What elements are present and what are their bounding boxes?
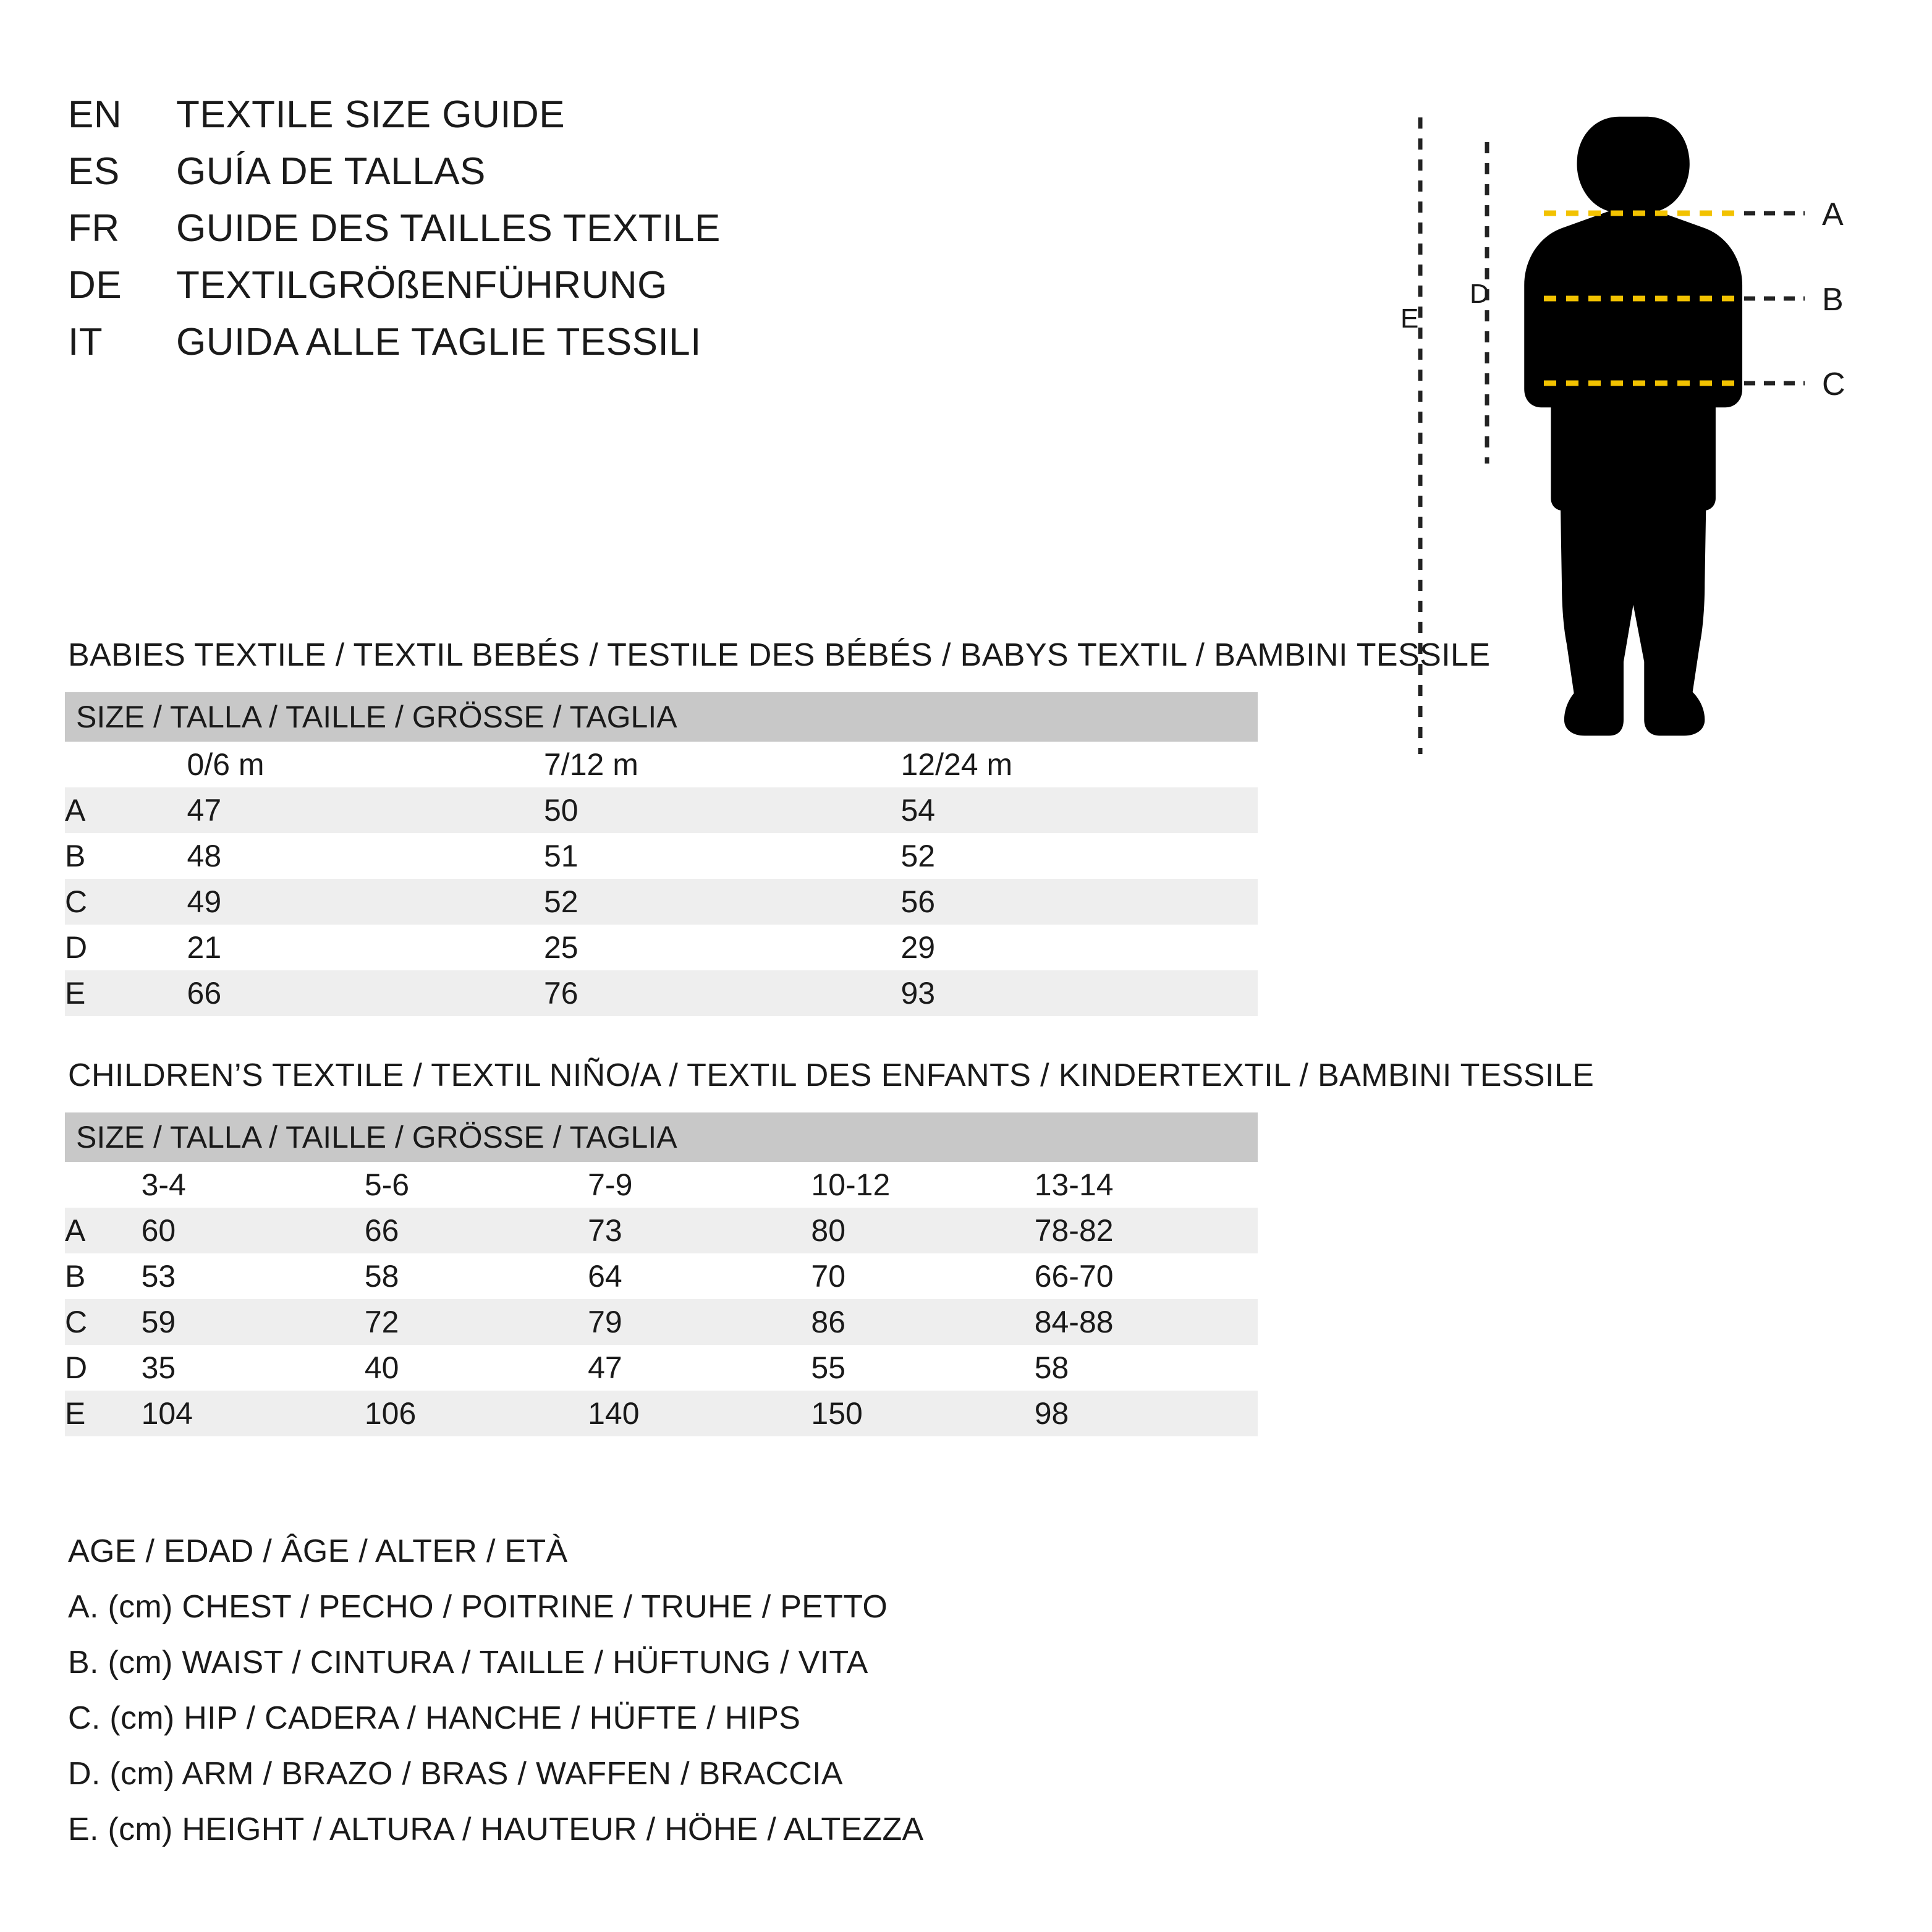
babies-c-2: 56 xyxy=(900,879,1258,925)
table-row xyxy=(65,833,1258,879)
babies-corner-cell xyxy=(65,742,187,787)
legend-hip: C. (cm) HIP / CADERA / HANCHE / HÜFTE / HIPS xyxy=(68,1700,801,1736)
babies-d-1: 25 xyxy=(544,925,900,970)
children-c-3: 86 xyxy=(811,1299,1034,1345)
babies-row-label-a: A xyxy=(65,787,187,833)
children-b-4: 66-70 xyxy=(1035,1253,1258,1299)
children-e-1: 106 xyxy=(365,1391,588,1436)
language-text-it: GUIDA ALLE TAGLIE TESSILI xyxy=(176,321,701,363)
babies-column-header-row xyxy=(65,742,1258,787)
language-code-it: IT xyxy=(68,321,103,363)
babies-section-title: BABIES TEXTILE / TEXTIL BEBÉS / TESTILE DES BÉBÉS / BABYS TEXTIL / BAMBINI TESSILE xyxy=(68,637,1491,673)
children-col-header-3: 10-12 xyxy=(811,1162,1034,1208)
babies-row-label-c: C xyxy=(65,879,187,925)
children-column-header-row xyxy=(65,1162,1258,1208)
babies-e-0: 66 xyxy=(187,970,544,1016)
callout-label-d: D xyxy=(1470,279,1489,309)
babies-a-0: 47 xyxy=(187,787,544,833)
babies-row-label-d: D xyxy=(65,925,187,970)
callout-label-c: C xyxy=(1822,366,1845,402)
babies-row-label-b: B xyxy=(65,833,187,879)
language-text-en: TEXTILE SIZE GUIDE xyxy=(176,93,566,136)
table-row xyxy=(65,970,1258,1016)
children-section-title: CHILDREN’S TEXTILE / TEXTIL NIÑO/A / TEXTIL DES ENFANTS / KINDERTEXTIL / BAMBINI TESSILE xyxy=(68,1057,1595,1093)
children-c-1: 72 xyxy=(365,1299,588,1345)
language-code-es: ES xyxy=(68,150,120,193)
table-row xyxy=(65,1208,1258,1253)
babies-row-label-e: E xyxy=(65,970,187,1016)
children-c-0: 59 xyxy=(142,1299,365,1345)
children-header-bar-label: SIZE / TALLA / TAILLE / GRÖSSE / TAGLIA xyxy=(65,1112,1258,1162)
babies-header-bar-label: SIZE / TALLA / TAILLE / GRÖSSE / TAGLIA xyxy=(65,692,1258,742)
language-title-block xyxy=(68,93,1242,377)
language-text-fr: GUIDE DES TAILLES TEXTILE xyxy=(176,207,721,250)
children-e-2: 140 xyxy=(588,1391,811,1436)
children-col-header-1: 5-6 xyxy=(365,1162,588,1208)
children-c-2: 79 xyxy=(588,1299,811,1345)
babies-col-header-1: 7/12 m xyxy=(544,742,900,787)
babies-b-1: 51 xyxy=(544,833,900,879)
callout-label-a: A xyxy=(1822,197,1844,232)
children-row-label-c: C xyxy=(65,1299,142,1345)
children-a-2: 73 xyxy=(588,1208,811,1253)
children-row-label-d: D xyxy=(65,1345,142,1391)
children-d-4: 58 xyxy=(1035,1345,1258,1391)
children-d-3: 55 xyxy=(811,1345,1034,1391)
table-row xyxy=(65,787,1258,833)
children-row-label-a: A xyxy=(65,1208,142,1253)
children-b-3: 70 xyxy=(811,1253,1034,1299)
babies-b-0: 48 xyxy=(187,833,544,879)
babies-e-2: 93 xyxy=(900,970,1258,1016)
children-b-0: 53 xyxy=(142,1253,365,1299)
babies-b-2: 52 xyxy=(900,833,1258,879)
babies-col-header-0: 0/6 m xyxy=(187,742,544,787)
children-col-header-2: 7-9 xyxy=(588,1162,811,1208)
language-row-it xyxy=(68,320,1242,377)
babies-table-header-bar xyxy=(65,692,1258,742)
language-code-en: EN xyxy=(68,93,122,136)
children-col-header-0: 3-4 xyxy=(142,1162,365,1208)
babies-col-header-2: 12/24 m xyxy=(900,742,1258,787)
language-code-de: DE xyxy=(68,264,122,307)
table-row xyxy=(65,879,1258,925)
children-a-3: 80 xyxy=(811,1208,1034,1253)
children-d-1: 40 xyxy=(365,1345,588,1391)
children-a-0: 60 xyxy=(142,1208,365,1253)
measurement-figure xyxy=(1397,80,1891,779)
legend-height: E. (cm) HEIGHT / ALTURA / HAUTEUR / HÖHE / ALTEZZA xyxy=(68,1811,924,1847)
children-b-1: 58 xyxy=(365,1253,588,1299)
legend-waist: B. (cm) WAIST / CINTURA / TAILLE / HÜFTUNG / VITA xyxy=(68,1645,868,1680)
babies-a-2: 54 xyxy=(900,787,1258,833)
children-size-table xyxy=(65,1112,1258,1436)
legend-age: AGE / EDAD / ÂGE / ALTER / ETÀ xyxy=(68,1533,568,1569)
table-row xyxy=(65,1345,1258,1391)
babies-d-0: 21 xyxy=(187,925,544,970)
children-e-4: 98 xyxy=(1035,1391,1258,1436)
table-row xyxy=(65,925,1258,970)
language-row-fr xyxy=(68,206,1242,263)
babies-c-0: 49 xyxy=(187,879,544,925)
legend-arm: D. (cm) ARM / BRAZO / BRAS / WAFFEN / BRACCIA xyxy=(68,1756,843,1792)
table-row xyxy=(65,1299,1258,1345)
language-row-de xyxy=(68,263,1242,320)
children-row-label-b: B xyxy=(65,1253,142,1299)
babies-c-1: 52 xyxy=(544,879,900,925)
babies-d-2: 29 xyxy=(900,925,1258,970)
children-table-header-bar xyxy=(65,1112,1258,1162)
children-col-header-4: 13-14 xyxy=(1035,1162,1258,1208)
babies-a-1: 50 xyxy=(544,787,900,833)
callout-label-e: E xyxy=(1400,303,1419,334)
children-e-3: 150 xyxy=(811,1391,1034,1436)
children-corner-cell xyxy=(65,1162,142,1208)
table-row xyxy=(65,1253,1258,1299)
babies-size-table xyxy=(65,692,1258,1016)
children-a-4: 78-82 xyxy=(1035,1208,1258,1253)
children-d-2: 47 xyxy=(588,1345,811,1391)
language-text-es: GUÍA DE TALLAS xyxy=(176,150,486,193)
legend-chest: A. (cm) CHEST / PECHO / POITRINE / TRUHE / PETTO xyxy=(68,1589,888,1625)
language-row-es xyxy=(68,150,1242,206)
language-code-fr: FR xyxy=(68,207,120,250)
children-row-label-e: E xyxy=(65,1391,142,1436)
language-row-en xyxy=(68,93,1242,150)
children-b-2: 64 xyxy=(588,1253,811,1299)
children-e-0: 104 xyxy=(142,1391,365,1436)
table-row xyxy=(65,1391,1258,1436)
child-silhouette-icon xyxy=(1524,117,1742,736)
children-a-1: 66 xyxy=(365,1208,588,1253)
legend-block xyxy=(68,1533,1428,1866)
callout-label-b: B xyxy=(1822,282,1844,318)
children-d-0: 35 xyxy=(142,1345,365,1391)
babies-e-1: 76 xyxy=(544,970,900,1016)
children-c-4: 84-88 xyxy=(1035,1299,1258,1345)
language-text-de: TEXTILGRÖßENFÜHRUNG xyxy=(176,264,667,307)
